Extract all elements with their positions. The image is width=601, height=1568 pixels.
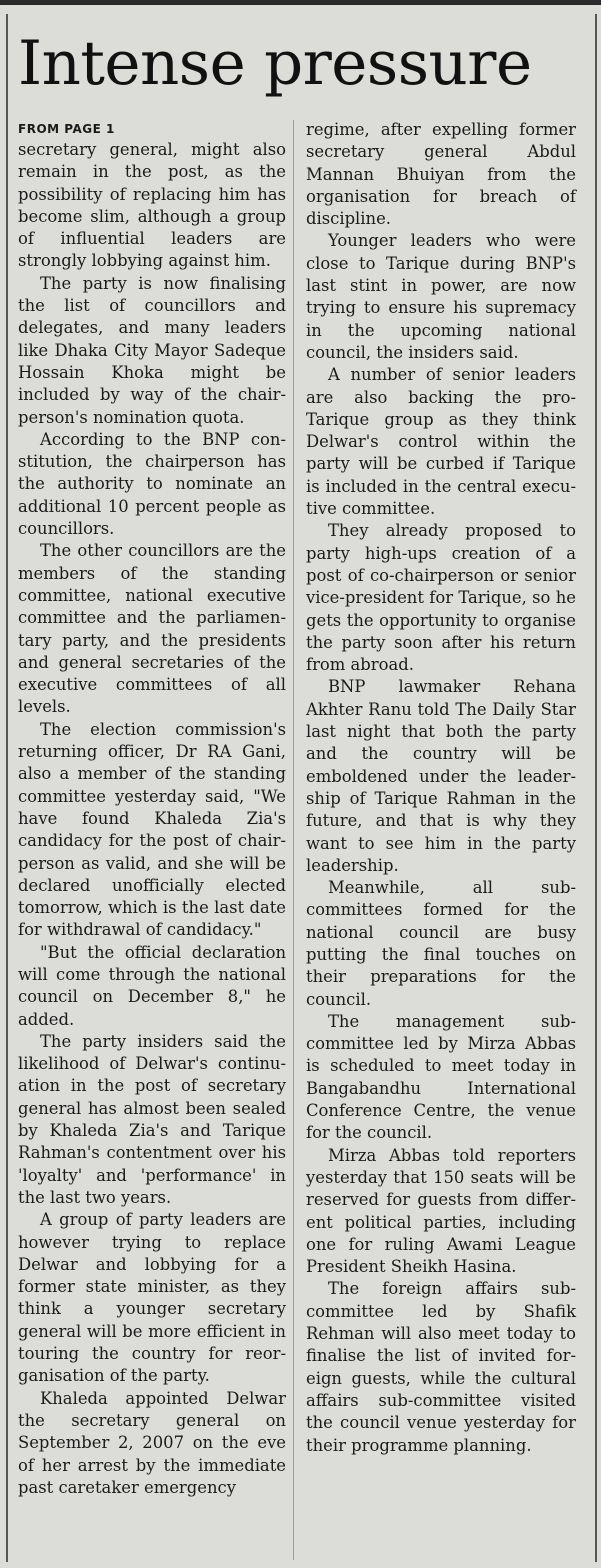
article-paragraph: The election commission's returning officer, Dr RA Gani, also a member of the standing committee yesterday said, "We have found Khaleda Zia's candidacy for the post of chairperson as valid, and she will be declared unofficially elected tomorrow, which is the last date for withdrawal of candidacy." — [18, 719, 286, 940]
article-paragraph: A group of party leaders are however trying to replace Delwar and lobbying for a former state minister, as they think a younger secretary general will be more efficient in touring the country for reorganisation of the party. — [18, 1210, 286, 1386]
article-paragraph: The other councillors are the members of the standing committee, national executive committee and the parliamentary party, and the presidents and general secretaries of the executive committees of all levels. — [18, 541, 286, 717]
article-paragraph: According to the BNP constitution, the chairperson has the authority to nominate an additional 10 percent people as councillors. — [18, 429, 286, 539]
article-paragraph: The foreign affairs sub-committee led by Shafik Rehman will also meet today to finalise the list of invited foreign guests, while the cultural affairs sub-committee visited the council venue yesterday for their programme planning. — [306, 1279, 576, 1455]
right-column — [306, 119, 576, 1457]
article-paragraph: Meanwhile, all sub-committees formed for the national council are busy putting the final touches on their preparations for the council. — [306, 878, 576, 1009]
article-paragraph: BNP lawmaker Rehana Akhter Ranu told The Daily Star last night that both the party and the country will be emboldened under the leadership of Tarique Rahman in the future, and that is why they want to see him in the party leadership. — [306, 677, 576, 875]
article-paragraph: The party is now finalising the list of councillors and delegates, and many leaders like Dhaka City Mayor Sadeque Hossain Khoka might be included by way of the chairperson's nomination quota. — [18, 273, 286, 427]
article-paragraph: They already proposed to party high-ups creation of a post of co-chairperson or senior vice-president for Tarique, so he gets the opportunity to organise the party soon after his return from abroad. — [306, 521, 576, 675]
article-paragraph: Younger leaders who were close to Tarique during BNP's last stint in power, are now trying to ensure his supremacy in the upcoming national council, the insiders said. — [306, 231, 576, 362]
column-divider — [293, 120, 294, 1560]
right-border — [595, 14, 597, 1562]
article-paragraph: The party insiders said the likelihood of Delwar's continuation in the post of secretary general has almost been sealed by Khaleda Zia's and Tarique Rahman's contentment over his 'loyalty' and 'performance' in the last two years. — [18, 1031, 286, 1207]
kicker: FROM PAGE 1 — [18, 122, 115, 136]
left-border — [6, 14, 8, 1562]
article-paragraph: regime, after expelling former secretary general Abdul Mannan Bhuiyan from the organisation for breach of discipline. — [306, 120, 576, 229]
article-paragraph: The management sub-committee led by Mirza Abbas is scheduled to meet today in Bangabandhu International Conference Centre, the venue for the council. — [306, 1011, 576, 1143]
left-column — [18, 119, 286, 1499]
headline: Intense pressure — [18, 28, 532, 99]
top-border — [0, 0, 601, 5]
article-paragraph: Khaleda appointed Delwar the secretary general on September 2, 2007 on the eve of her arrest by the immediate past caretaker emergency — [18, 1388, 286, 1497]
article-paragraph: A number of senior leaders are also backing the pro-Tarique group as they think Delwar's control within the party will be curbed if Tarique is included in the central executive committee. — [306, 365, 576, 519]
article-paragraph: "But the official declaration will come through the national council on December 8," he added. — [18, 942, 286, 1029]
article-paragraph: secretary general, might also remain in the post, as the possibility of replacing him has become slim, although a group of influential leaders are strongly lobbying against him. — [18, 140, 286, 271]
article-paragraph: Mirza Abbas told reporters yesterday that 150 seats will be reserved for guests from different political parties, including one for ruling Awami League President Sheikh Hasina. — [306, 1145, 576, 1277]
